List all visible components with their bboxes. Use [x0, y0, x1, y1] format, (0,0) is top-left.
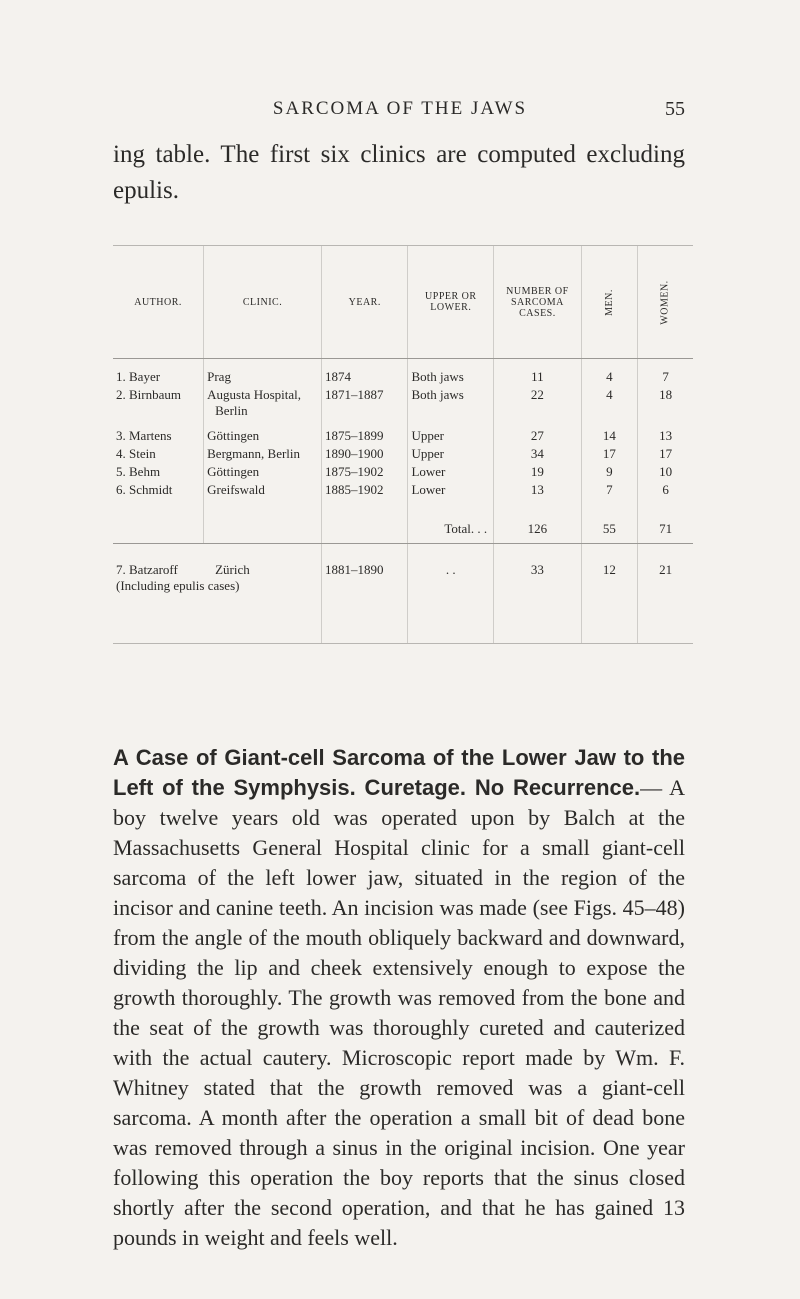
cell-upper-lower: Both jaws [408, 386, 494, 420]
cell-author-clinic [113, 544, 322, 644]
cell-clinic [204, 386, 322, 420]
case-body: — A boy twelve years old was operated upon by Balch at the Massachusetts General Hospital clinic for a small giant-cell sarcoma of the left lower jaw, situated in the region of the incisor and canine teeth. An incision was made (see Figs. 45–48) from the angle of the mouth obliquely backward and downward, dividing the lip and cheek extensively enough to expose the growth thoroughly. The growth was removed from the bone and the seat of the growth was thoroughly cureted and cauterized with the actual cautery. Microscopic report made by Wm. F. Whitney stated that the growth removed was a giant-cell sarcoma. A month after the operation a small bit of dead bone was removed through a sinus in the original incision. One year following this operation the boy reports that the sinus closed shortly after the second operation, and that he has gained 13 pounds in weight and feels well. [113, 775, 685, 1250]
cell-men: 7 [581, 481, 637, 499]
cell-clinic-line-1: Augusta Hospital, [207, 387, 302, 402]
cell-upper-lower: Both jaws [408, 359, 494, 387]
cell-author: 5. Behm [116, 464, 161, 479]
cell-clinic: Greifswald [204, 481, 322, 499]
cell-women: 18 [638, 386, 693, 420]
cell-upper-lower: . . [408, 544, 494, 644]
table-row [113, 544, 693, 644]
cell-year: 1874 [322, 359, 408, 387]
cell-author: 6. Schmidt [116, 482, 173, 497]
epulis-note: (Including epulis cases) [116, 578, 240, 593]
cell-men: 9 [581, 463, 637, 481]
header-author: AUTHOR. [113, 246, 204, 359]
total-row [113, 499, 693, 544]
table-row [113, 481, 693, 499]
cell-upper-lower: Upper [408, 445, 494, 463]
table-row [113, 463, 693, 481]
cell-cases: 34 [494, 445, 582, 463]
cell-author: 2. Birnbaum [116, 387, 181, 402]
header-clinic: CLINIC. [204, 246, 322, 359]
header-upper-lower: UPPER OR LOWER. [408, 246, 494, 359]
intro-line-2: epulis. [113, 177, 179, 204]
table-row [113, 445, 693, 463]
clinics-table [113, 245, 693, 644]
case-section [113, 743, 685, 1253]
cell-women: 10 [638, 463, 693, 481]
cell-women: 7 [638, 359, 693, 387]
cell-upper-lower: Lower [408, 463, 494, 481]
cell-clinic: Prag [204, 359, 322, 387]
table-row [113, 420, 693, 445]
cell-year: 1890–1900 [322, 445, 408, 463]
cell-year: 1875–1902 [322, 463, 408, 481]
cell-women: 6 [638, 481, 693, 499]
header-men: MEN. [581, 246, 637, 359]
cell-upper-lower: Upper [408, 420, 494, 445]
table-header-row [113, 246, 693, 359]
intro-paragraph [113, 137, 685, 209]
cell-author: 4. Stein [116, 446, 156, 461]
cell-clinic: Göttingen [204, 463, 322, 481]
cell-cases: 27 [494, 420, 582, 445]
cell-year: 1875–1899 [322, 420, 408, 445]
cell-women: 17 [638, 445, 693, 463]
page-number: 55 [665, 98, 685, 120]
running-title: SARCOMA OF THE JAWS [272, 98, 528, 119]
cell-women: 21 [638, 544, 693, 644]
intro-line-1: ing table. The first six clinics are computed excluding [113, 141, 685, 168]
cell-men: 14 [581, 420, 637, 445]
header-number-cases: NUMBER OF SARCOMA CASES. [494, 246, 582, 359]
cell-men: 4 [581, 359, 637, 387]
cell-men: 17 [581, 445, 637, 463]
cell-cases: 11 [494, 359, 582, 387]
cell-author: 1. Bayer [116, 369, 161, 384]
cell-year: 1871–1887 [322, 386, 408, 420]
cell-cases: 22 [494, 386, 582, 420]
cell-men: 4 [581, 386, 637, 420]
cell-cases: 19 [494, 463, 582, 481]
cell-upper-lower: Lower [408, 481, 494, 499]
cell-clinic: Zürich [215, 562, 250, 577]
cell-year: 1881–1890 [322, 544, 408, 644]
total-label: Total. . . [408, 499, 494, 544]
total-women: 71 [638, 499, 693, 544]
cell-clinic-line-2: Berlin [215, 403, 248, 418]
header-women: WOMEN. [638, 246, 693, 359]
case-heading: A Case of Giant-cell Sarcoma of the Lower Jaw to the Left of the Symphysis. Curetage. No Recurrence. [113, 745, 685, 800]
cell-cases: 33 [494, 544, 582, 644]
cell-clinic: Bergmann, Berlin [204, 445, 322, 463]
total-men: 55 [581, 499, 637, 544]
cell-clinic: Göttingen [204, 420, 322, 445]
header-year: YEAR. [322, 246, 408, 359]
total-cases: 126 [494, 499, 582, 544]
cell-year: 1885–1902 [322, 481, 408, 499]
table-row [113, 386, 693, 420]
table-row [113, 359, 693, 387]
cell-author: 7. Batzaroff [116, 562, 178, 577]
cell-women: 13 [638, 420, 693, 445]
cell-cases: 13 [494, 481, 582, 499]
cell-author: 3. Martens [116, 428, 172, 443]
cell-men: 12 [581, 544, 637, 644]
